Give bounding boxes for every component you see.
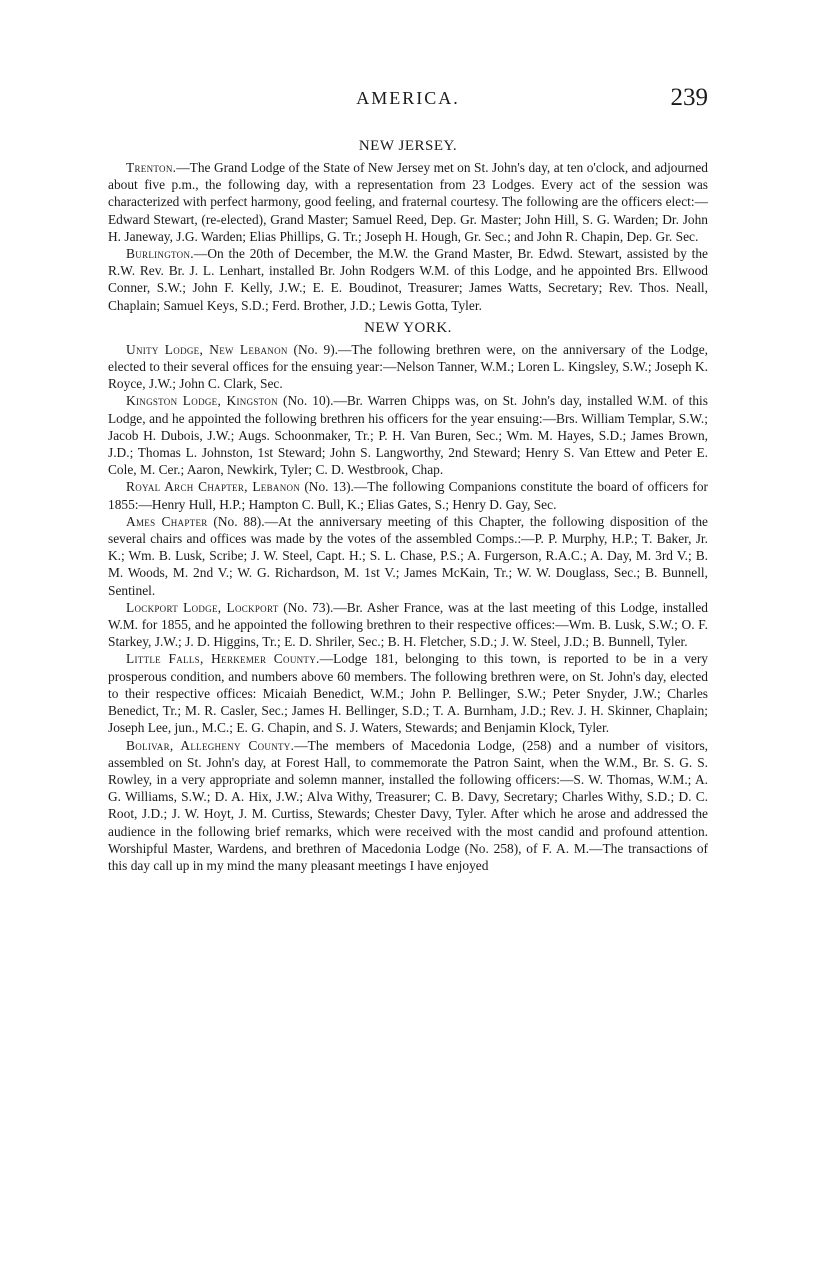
paragraph-lockport-lodge <box>108 599 708 651</box>
paragraph-lead: Ames Chapter <box>126 513 208 529</box>
paragraph-little-falls <box>108 650 708 736</box>
section-new-york <box>108 318 708 874</box>
paragraph-lead: Kingston Lodge, Kingston <box>126 393 278 409</box>
paragraph-trenton <box>108 159 708 245</box>
paragraph-text: —The Grand Lodge of the State of New Jersey met on St. John's day, at ten o'clock, and adjourned about five p.m., the following day, with a representation from 23 Lodges. Every act of the session was characterized with perfect harmony, good feeling, and fraternal courtesy. The following are the officers elect:—Edward Stewart, (re-elected), Grand Master; Samuel Reed, Dep. Gr. Master; John Hill, S. G. Warden; Dr. John H. Janeway, J.G. Warden; Elias Phillips, G. Tr.; Joseph H. Hough, Gr. Sec.; and John R. Chapin, Dep. Gr. Sec. <box>108 160 708 244</box>
paragraph-lead: Burlington. <box>126 246 194 262</box>
section-title: NEW JERSEY. <box>358 138 458 154</box>
section-title: NEW YORK. <box>364 319 452 336</box>
paragraph-text: —The members of Macedonia Lodge, (258) and a number of visitors, assembled on St. John's day, at Forest Hall, to commemorate the Patron Saint, when the W.M., Br. S. G. S. Rowley, in a very appropriate and solemn manner, installed the following officers:—S. W. Thomas, W.M.; A. G. Williams, S.W.; D. A. Hix, J.W.; Alva Withy, Treasurer; C. B. Davy, Secretary; Charles Withy, S.D.; D. C. Root, J.D.; J. W. Hoyt, J. M. Curtiss, Stewards; Chester Davy, Tyler. After which he arose and addressed the audience in the following brief remarks, which were received with the most candid and profound attention. Worshipful Master, Wardens, and brethren of Macedonia Lodge (No. 258), of F. A. M.—The transactions of this day call up in my mind the many pleasant meetings I have enjoyed <box>108 737 708 873</box>
paragraph-text: —Lodge 181, belonging to this town, is reported to be in a very prosperous condition, and numbers above 60 members. The following brethren were, on St. John's day, elected to their respective offices: Micaiah Benedict, W.M.; John P. Bellinger, S.W.; Peter Snyder, J.W.; Charles Benedict, Tr.; M. R. Casler, Sec.; James H. Bellinger, S.D.; T. A. Burnham, J.D.; Rev. J. H. Skinner, Chaplain; Joseph Lee, jun., M.C.; E. G. Chapin, and S. J. Waters, Stewards; and Benjamin Klock, Tyler. <box>108 651 709 736</box>
paragraph-text: (No. 73).—Br. Asher France, was at the last meeting of this Lodge, installed W.M. for 1855, and he appointed the following brethren to their respective offices:—Wm. B. Lusk, S.W.; O. F. Starkey, J.W.; J. D. Higgins, Tr.; E. D. Shriler, Sec.; B. H. Fletcher, S.D.; J. W. Steel, J.D.; B. Bunnell, Tyler. <box>108 599 708 650</box>
paragraph-bolivar <box>108 737 708 875</box>
paragraph-text: (No. 13).—The following Companions constitute the board of officers for 1855:—Henry Hull, H.P.; Hampton C. Bull, K.; Elias Gates, S.; Henry D. Gay, Sec. <box>108 479 708 512</box>
paragraph-lead: Bolivar, Allegheny County. <box>126 737 295 753</box>
page-number: 239 <box>670 84 708 111</box>
paragraph-lead: Trenton. <box>126 160 177 175</box>
paragraph-royal-arch-chapter <box>108 478 708 512</box>
paragraph-lead: Unity Lodge, New Lebanon <box>126 341 288 357</box>
paragraph-lead: Little Falls, Herkemer County. <box>126 651 320 667</box>
paragraph-ames-chapter <box>108 513 708 599</box>
paragraph-text: —On the 20th of December, the M.W. the Grand Master, Br. Edwd. Stewart, assisted by the R.W. Rev. Br. J. L. Lenhart, installed Br. John Rodgers W.M. of this Lodge, and he appointed Brs. Ellwood Conner, S.W.; John F. Kelly, J.W.; E. E. Boudinot, Treasurer; James Watts, Secretary; Rev. Thos. Neall, Chaplain; Samuel Keys, S.D.; Ferd. Brother, J.D.; Lewis Gotta, Tyler. <box>108 246 708 313</box>
paragraph-lead: Lockport Lodge, Lockport <box>126 599 279 615</box>
paragraph-text: (No. 10).—Br. Warren Chipps was, on St. John's day, installed W.M. of this Lodge, and he appointed the following brethren his officers for the year ensuing:—Brs. William Templar, S.W.; Jacob H. Dubois, J.W.; Augs. Schoonmaker, Tr.; P. H. Van Buren, Sec.; Wm. M. Hayes, S.D.; James Brown, J.D.; Thomas L. Johnston, 1st Steward; John S. Langworthy, 2nd Steward; Henry S. Van Ettew and Peter E. Cole, M. Cer.; Aaron, Newkirk, Tyler; C. D. Westbrook, Chap. <box>108 393 708 478</box>
section-new-jersey <box>108 136 708 314</box>
paragraph-text: (No. 9).—The following brethren were, on the anniversary of the Lodge, elected to their several offices for the ensuing year:—Nelson Tanner, W.M.; Loren L. Kingsley, S.W.; Joseph K. Royce, J.W.; John C. Clark, Sec. <box>108 341 708 392</box>
paragraph-burlington <box>108 245 708 314</box>
paragraph-text: (No. 88).—At the anniversary meeting of this Chapter, the following disposition of the several chairs and offices was made by the votes of the assembled Comps.:—P. P. Murphy, H.P.; T. Baker, Jr. K.; Wm. B. Lusk, Scribe; J. W. Steel, Capt. H.; S. L. Chase, P.S.; A. Furgerson, R.A.C.; A. Day, M. 3rd V.; B. M. Woods, M. 2nd V.; W. G. Richardson, M. 1st V.; James McKain, Tr.; W. W. Douglass, Sec.; B. Bunnell, Sentinel. <box>108 513 708 598</box>
paragraph-lead: Royal Arch Chapter, Lebanon <box>126 479 301 495</box>
paragraph-kingston-lodge <box>108 392 708 478</box>
paragraph-unity-lodge <box>108 341 708 393</box>
running-head <box>108 84 708 112</box>
running-title: AMERICA. <box>356 88 460 108</box>
page-body <box>108 132 708 874</box>
